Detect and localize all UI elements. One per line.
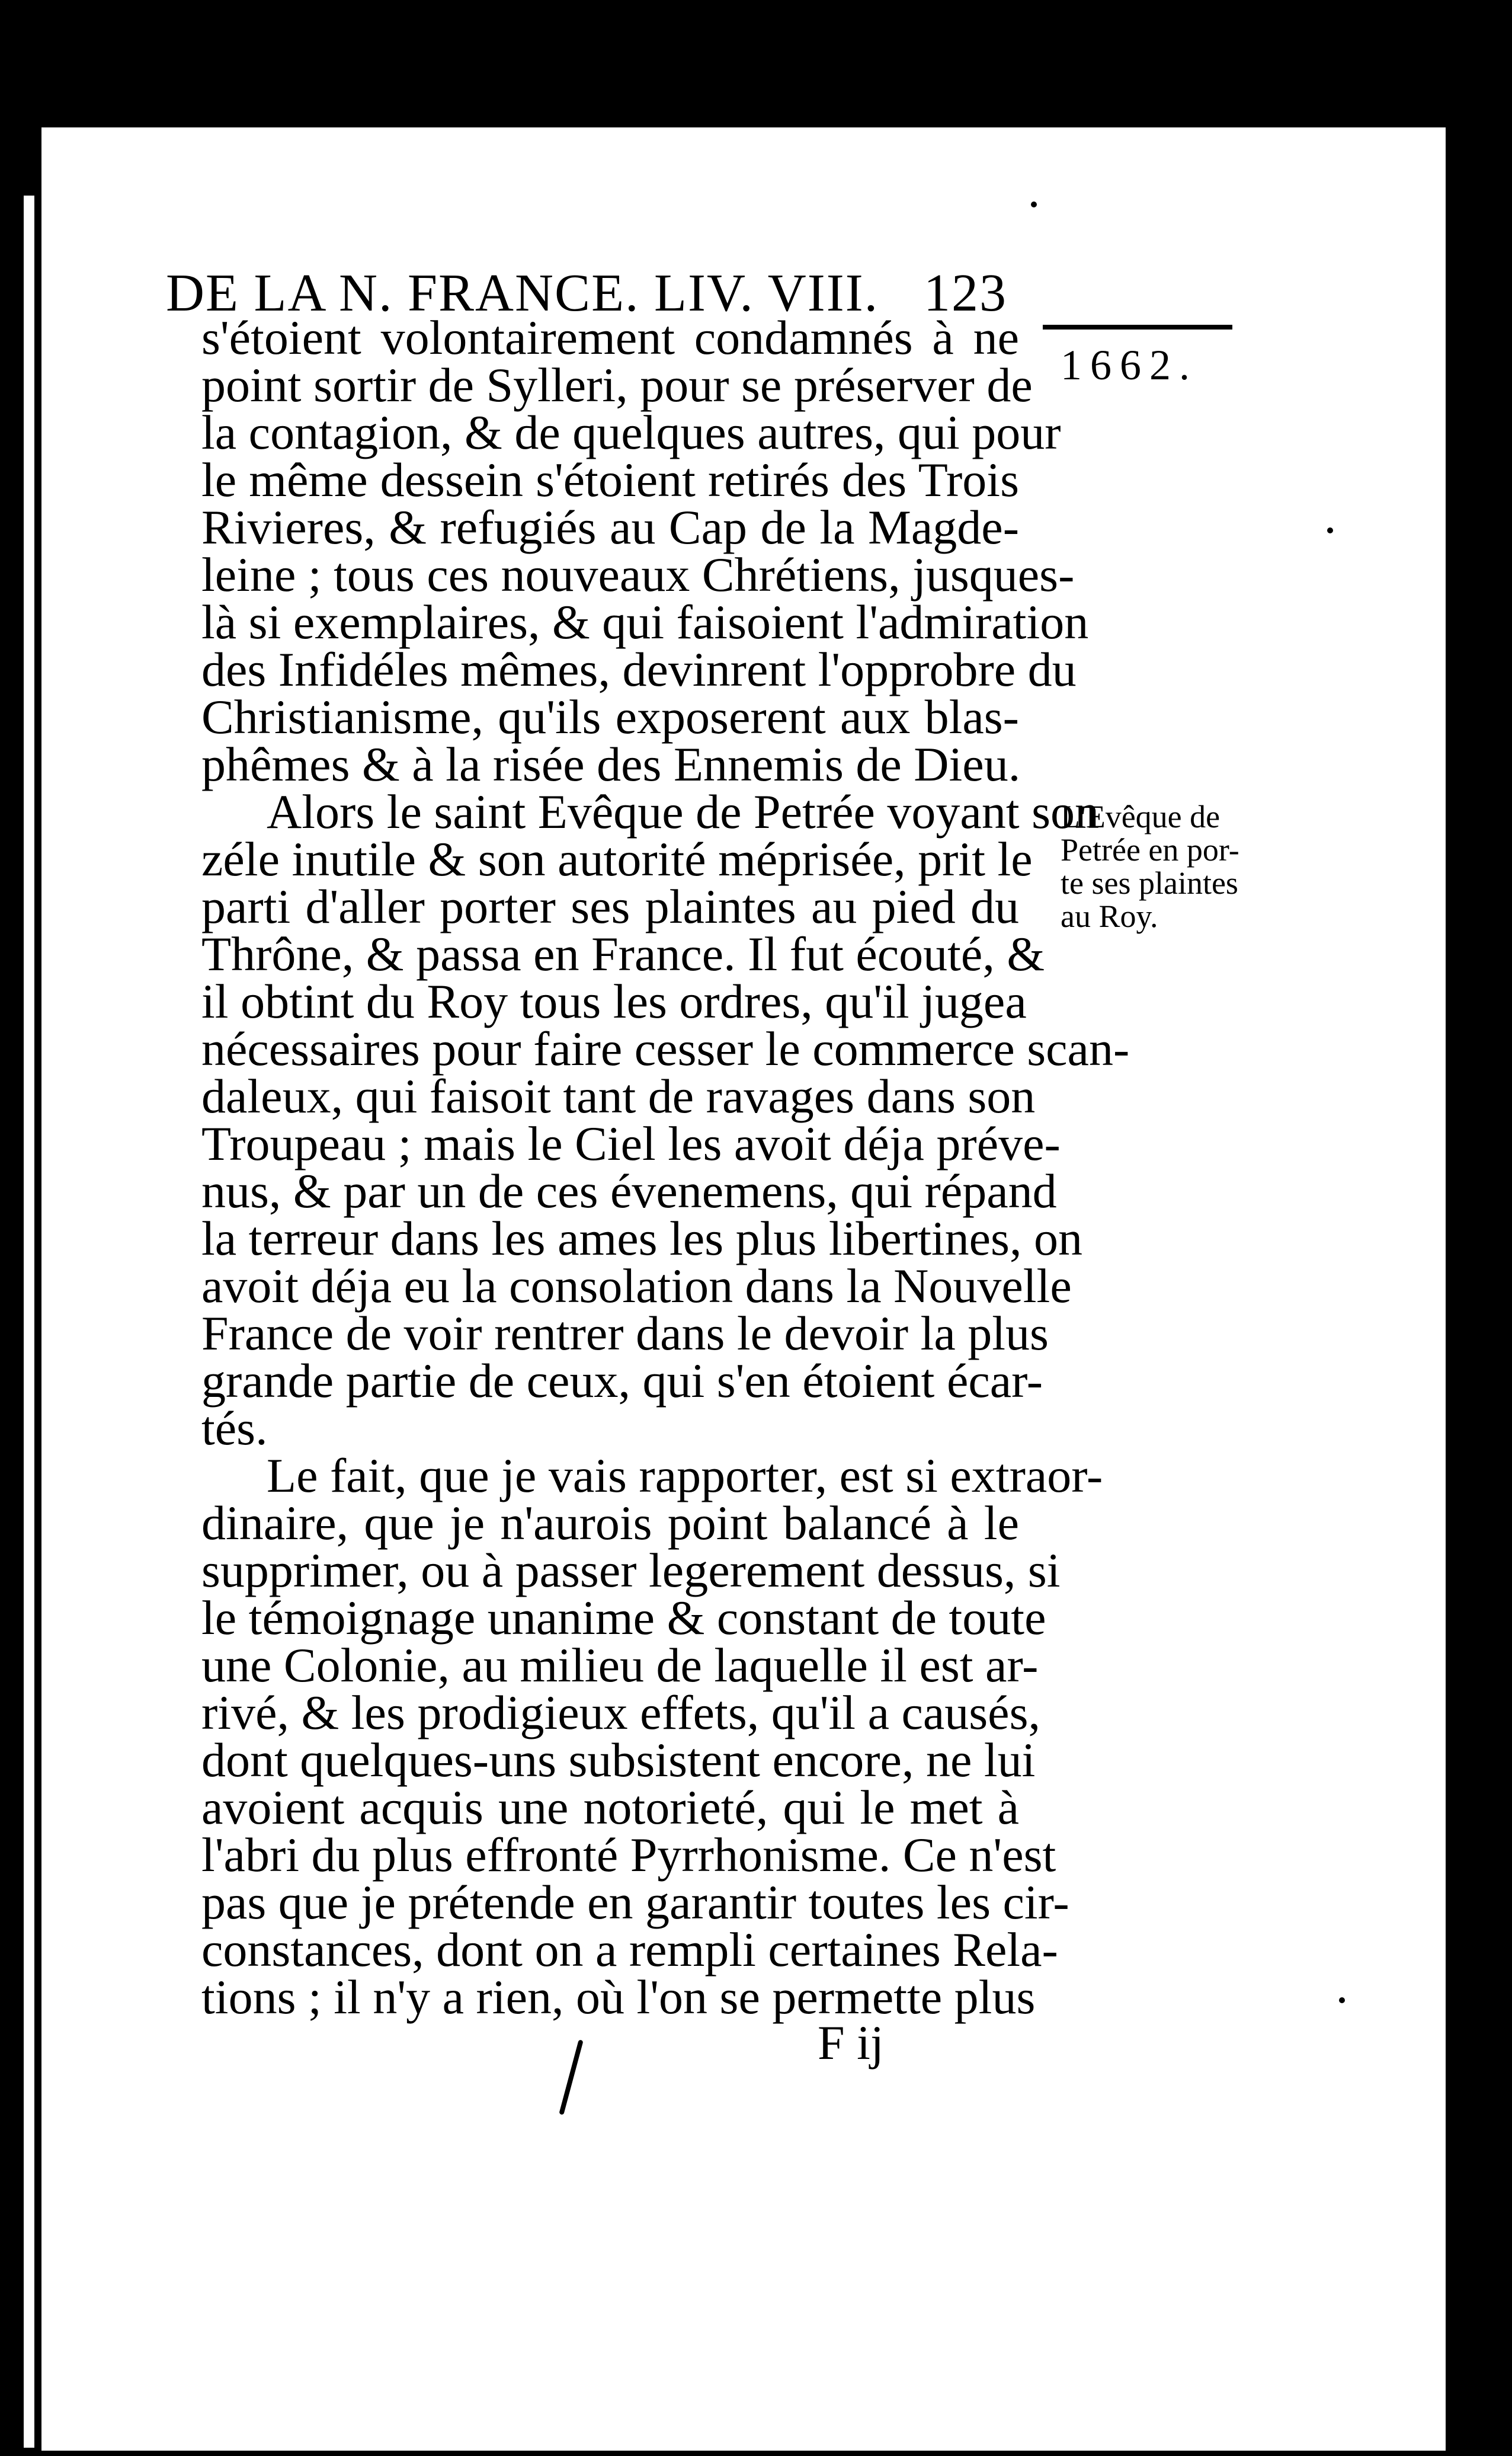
text-line: point sortir de Sylleri, pour se préserver de	[201, 358, 1033, 412]
text-line: le témoignage unanime & constant de toute	[201, 1591, 1046, 1645]
dust-speck	[1327, 527, 1333, 533]
text-line: nécessaires pour faire cesser le commerce scan-	[201, 1022, 1130, 1076]
text-line: avoit déja eu la consolation dans la Nouvelle	[201, 1259, 1072, 1313]
text-line: dont quelques-uns subsistent encore, ne lui	[201, 1733, 1036, 1787]
text-line: rivé, & les prodigieux effets, qu'il a causés,	[201, 1686, 1040, 1739]
text-line: pas que je prétende en garantir toutes les cir-	[201, 1875, 1069, 1929]
text-line: zéle inutile & son autorité méprisée, prit le	[201, 832, 1033, 886]
text-line: le même dessein s'étoient retirés des Trois	[201, 453, 1019, 507]
text-line: parti d'aller porter ses plaintes au pied du	[201, 880, 1019, 933]
text-line: s'étoient volontairement condamnés à ne	[201, 311, 1019, 364]
text-line: là si exemplaires, & qui faisoient l'admiration	[201, 595, 1089, 649]
margin-note-line: te ses plaintes	[1061, 865, 1238, 901]
text-line: il obtint du Roy tous les ordres, qu'il jugea	[201, 974, 1027, 1028]
text-line: la terreur dans les ames les plus libertines, on	[201, 1211, 1082, 1265]
text-line: la contagion, & de quelques autres, qui pour	[201, 405, 1061, 459]
text-line: Le fait, que je vais rapporter, est si extraor-	[267, 1448, 1103, 1502]
margin-note-line: L'Evêque de	[1061, 799, 1221, 834]
text-line: Thrône, & passa en France. Il fut écouté, &	[201, 927, 1045, 981]
text-line: Alors le saint Evêque de Petrée voyant son	[267, 785, 1100, 839]
dust-speck	[1280, 119, 1286, 124]
text-line: leine ; tous ces nouveaux Chrétiens, jusques-	[201, 548, 1075, 602]
margin-note-line: Petrée en por-	[1061, 832, 1239, 868]
margin-year: 1662.	[1061, 341, 1198, 389]
margin-note-line: au Roy.	[1061, 898, 1158, 934]
page-edge	[24, 196, 34, 2448]
text-line: dinaire, que je n'aurois point balancé à le	[201, 1496, 1019, 1550]
text-line: l'abri du plus effronté Pyrrhonisme. Ce n'est	[201, 1828, 1056, 1882]
text-line: Christianisme, qu'ils exposerent aux blas-	[201, 690, 1019, 744]
text-line: Rivieres, & refugiés au Cap de la Magde-	[201, 500, 1019, 554]
text-line: France de voir rentrer dans le devoir la plus	[201, 1306, 1049, 1360]
text-line: constances, dont on a rempli certaines Rela-	[201, 1923, 1058, 1977]
text-line: daleux, qui faisoit tant de ravages dans son	[201, 1069, 1036, 1123]
text-line: grande partie de ceux, qui s'en étoient écar-	[201, 1354, 1043, 1408]
text-line: tés.	[201, 1401, 268, 1455]
signature-mark: F ij	[818, 2016, 884, 2070]
page-spine-shadow	[0, 113, 41, 2456]
text-line: tions ; il n'y a rien, où l'on se permette plus	[201, 1970, 1036, 2024]
running-title: DE LA N. FRANCE. LIV. VIII.	[166, 264, 879, 322]
dust-speck	[1339, 1997, 1345, 2003]
margin-rule	[1043, 325, 1232, 330]
text-line: une Colonie, au milieu de laquelle il est ar-	[201, 1638, 1039, 1692]
text-line: Troupeau ; mais le Ciel les avoit déja préve-	[201, 1117, 1061, 1171]
dust-speck	[1031, 202, 1037, 207]
text-line: avoient acquis une notorieté, qui le met à	[201, 1780, 1019, 1834]
page-number: 123	[924, 264, 1007, 322]
text-line: des Infidéles mêmes, devinrent l'opprobre du	[201, 642, 1077, 696]
text-line: nus, & par un de ces évenemens, qui répand	[201, 1164, 1057, 1218]
text-line: phêmes & à la risée des Ennemis de Dieu.	[201, 737, 1021, 791]
text-line: supprimer, ou à passer legerement dessus, si	[201, 1543, 1061, 1597]
